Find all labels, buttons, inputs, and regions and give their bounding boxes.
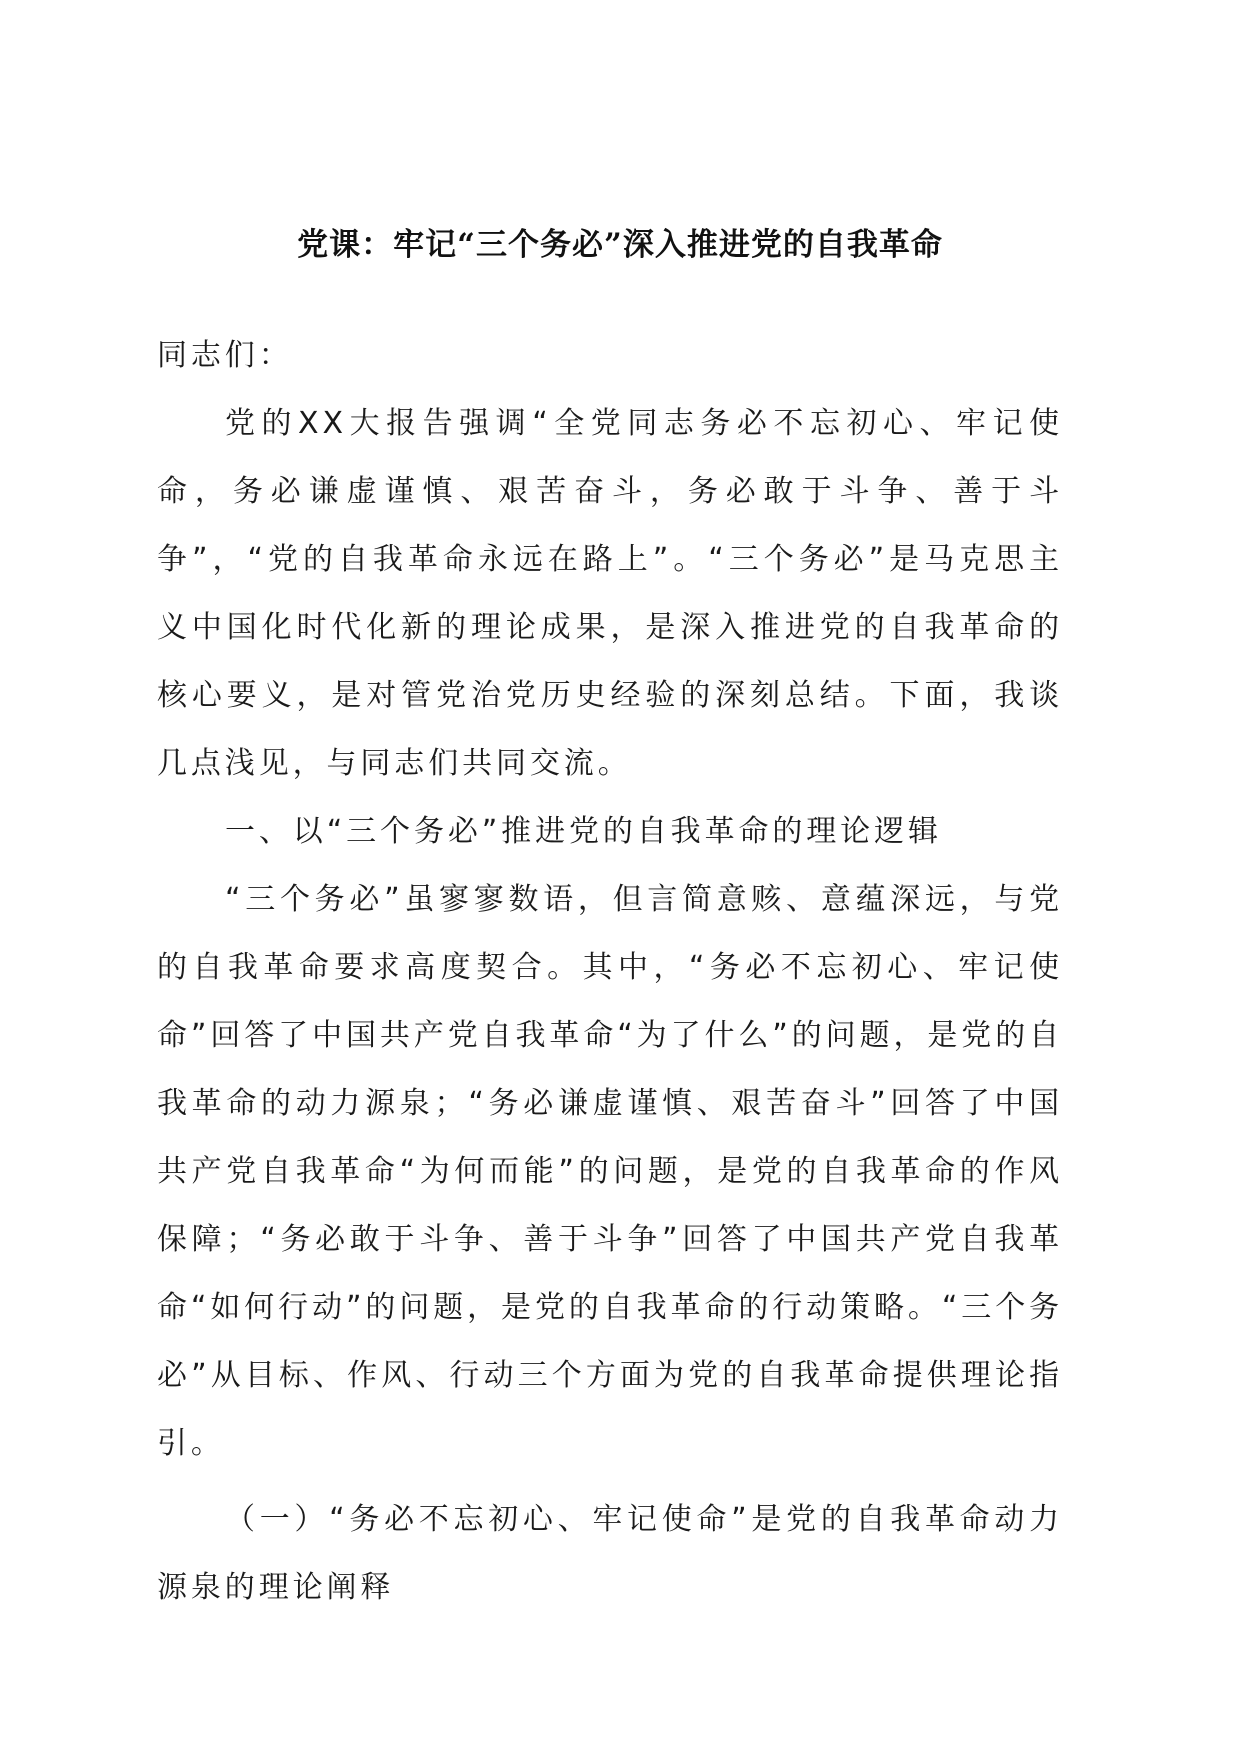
section-heading: 一、以“三个务必”推进党的自我革命的理论逻辑 bbox=[225, 814, 942, 849]
salutation: 同志们： bbox=[157, 338, 293, 373]
document-title: 党课：牢记“三个务必”深入推进党的自我革命 bbox=[297, 227, 943, 263]
document-body bbox=[157, 322, 1063, 1622]
body-paragraph: “三个务必”虽寥寥数语，但言简意赅、意蕴深远，与党的自我革命要求高度契合。其中，“务必不忘初心、牢记使命”回答了中国共产党自我革命“为了什么”的问题，是党的自我革命的动力源泉；“务必谦虚谨慎、艰苦奋斗”回答了中国共产党自我革命“为何而能”的问题，是党的自我革命的作风保障；“务必敢于斗争、善于斗争”回答了中国共产党自我革命“如何行动”的问题，是党的自我革命的行动策略。“三个务必”从目标、作风、行动三个方面为党的自我革命提供理论指引。 bbox=[157, 882, 1063, 1461]
subsection-heading: （一）“务必不忘初心、牢记使命”是党的自我革命动力源泉的理论阐释 bbox=[157, 1502, 1063, 1605]
intro-paragraph: 党的XX大报告强调“全党同志务必不忘初心、牢记使命，务必谦虚谨慎、艰苦奋斗，务必敢于斗争、善于斗争”，“党的自我革命永远在路上”。“三个务必”是马克思主义中国化时代化新的理论成果，是深入推进党的自我革命的核心要义，是对管党治党历史经验的深刻总结。下面，我谈几点浅见，与同志们共同交流。 bbox=[157, 406, 1063, 781]
